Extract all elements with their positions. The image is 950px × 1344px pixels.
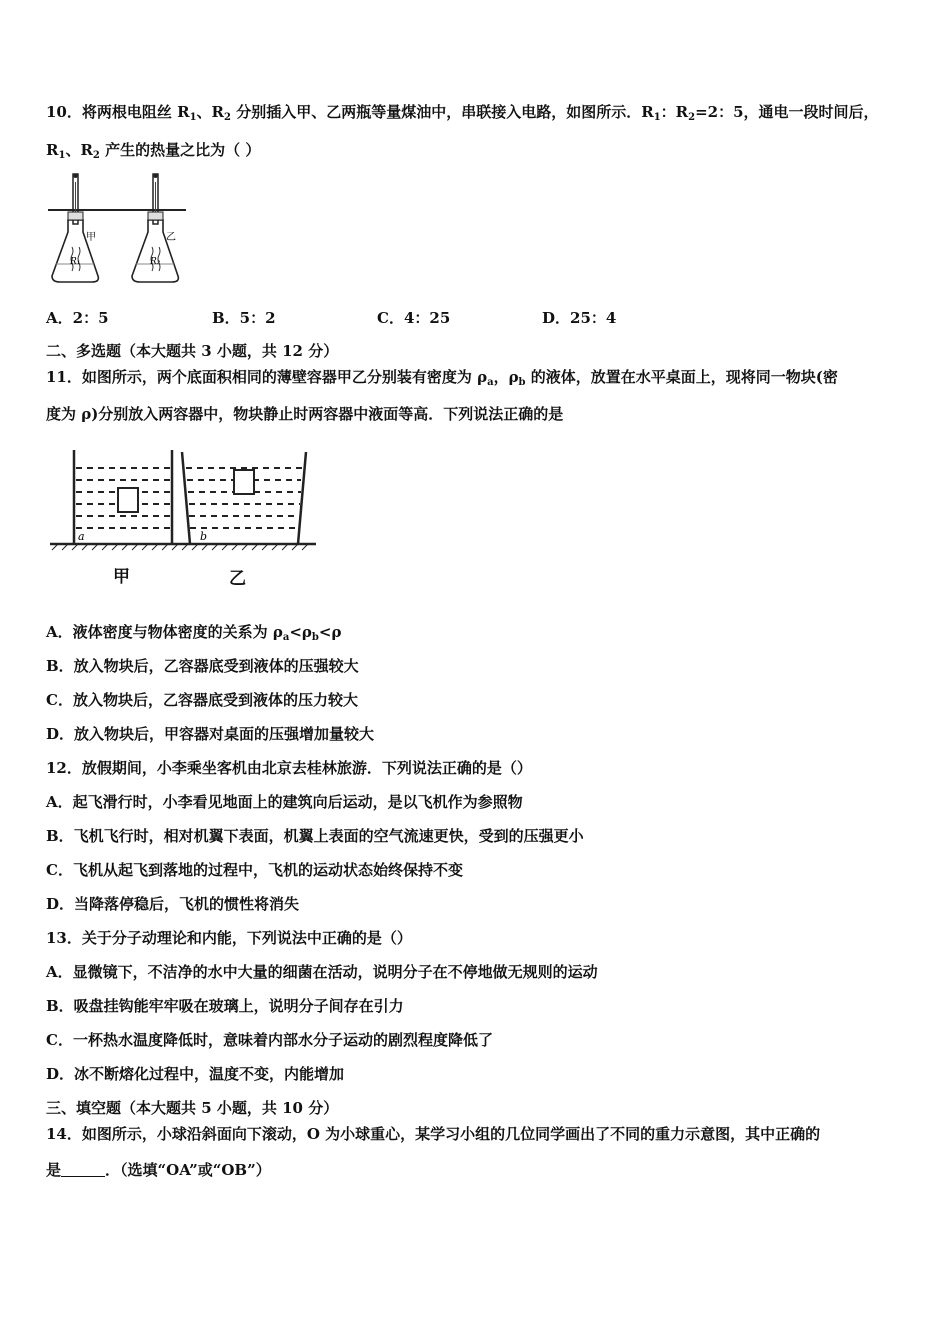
point-a-label: a xyxy=(78,530,85,543)
q11-container-figure xyxy=(48,446,318,552)
q12-choice-b: B．飞机飞行时，相对机翼下表面，机翼上表面的空气流速更快，受到的压强更小 xyxy=(46,827,584,845)
q13-choice-b: B．吸盘挂钩能牢牢吸在玻璃上，说明分子间存在引力 xyxy=(46,997,404,1015)
point-b-label: b xyxy=(200,530,208,543)
q14-answer-blank[interactable] xyxy=(61,1162,105,1177)
q11-choice-d: D．放入物块后，甲容器对桌面的压强增加量较大 xyxy=(46,725,375,743)
q11-stem-line1: 11．如图所示，两个底面积相同的薄壁容器甲乙分别装有密度为 $\rho_a$，$\rho_b$ 的液体，放置在水平桌面上，现将同一物块(密 xyxy=(46,368,838,388)
block-in-b xyxy=(234,470,254,494)
q14-stem-line2: 是 ．（选填“OA”或“OB”） xyxy=(46,1161,271,1179)
q12-choice-d: D．当降落停稳后，飞机的惯性将消失 xyxy=(46,895,300,913)
block-in-a xyxy=(118,488,138,512)
q12-stem: 12．放假期间，小李乘坐客机由北京去桂林旅游．下列说法正确的是（） xyxy=(46,759,532,777)
q10-stem-line2: $R_1$、$R_2$ 产生的热量之比为（ ） xyxy=(46,141,261,161)
fig-label-jia: 甲 xyxy=(86,232,96,243)
q10-flask-figure xyxy=(46,172,196,287)
q13-choice-a: A．显微镜下，不洁净的水中大量的细菌在活动，说明分子在不停地做无规则的运动 xyxy=(46,963,598,981)
fig-label-r1: R₁ xyxy=(70,257,81,267)
fig-label-yi: 乙 xyxy=(166,232,176,243)
q10-choice-d: D．25：4 xyxy=(542,309,617,327)
q11-choice-a: A．液体密度与物体密度的关系为 $\rho_a<\rho_b<\rho$ xyxy=(46,623,342,643)
q12-choice-c: C．飞机从起飞到落地的过程中，飞机的运动状态始终保持不变 xyxy=(46,861,463,879)
q11-stem-line2: 度为 ρ)分别放入两容器中，物块静止时两容器中液面等高．下列说法正确的是 xyxy=(46,405,564,423)
q11-fig-label-jia: 甲 xyxy=(113,567,130,587)
q11-choice-c: C．放入物块后，乙容器底受到液体的压力较大 xyxy=(46,691,358,709)
q11-choice-b: B．放入物块后，乙容器底受到液体的压强较大 xyxy=(46,657,359,675)
q10-choice-c: C．4：25 xyxy=(377,309,451,327)
q10-choice-a: A．2：5 xyxy=(46,309,109,327)
q13-choice-c: C．一杯热水温度降低时，意味着内部水分子运动的剧烈程度降低了 xyxy=(46,1031,493,1049)
q13-choice-d: D．冰不断熔化过程中，温度不变，内能增加 xyxy=(46,1065,345,1083)
section2-title: 二、多选题（本大题共 3 小题，共 12 分） xyxy=(46,342,339,360)
q13-stem: 13．关于分子动理论和内能，下列说法中正确的是（） xyxy=(46,929,412,947)
q10-choice-b: B．5：2 xyxy=(212,309,276,327)
q11-fig-label-yi: 乙 xyxy=(229,569,246,589)
q14-stem-line1: 14．如图所示，小球沿斜面向下滚动，O 为小球重心，某学习小组的几位同学画出了不同的重力示意图，其中正确的 xyxy=(46,1125,821,1143)
q12-choice-a: A．起飞滑行时，小李看见地面上的建筑向后运动，是以飞机作为参照物 xyxy=(46,793,523,811)
q10-stem-line1: 10．将两根电阻丝 $R_1$、$R_2$ 分别插入甲、乙两瓶等量煤油中，串联接入电路，如图所示．$R_1$：$R_2=2$：5，通电一段时间后， xyxy=(46,103,879,123)
fig-label-r2: R₂ xyxy=(150,257,161,267)
section3-title: 三、填空题（本大题共 5 小题，共 10 分） xyxy=(46,1099,339,1117)
